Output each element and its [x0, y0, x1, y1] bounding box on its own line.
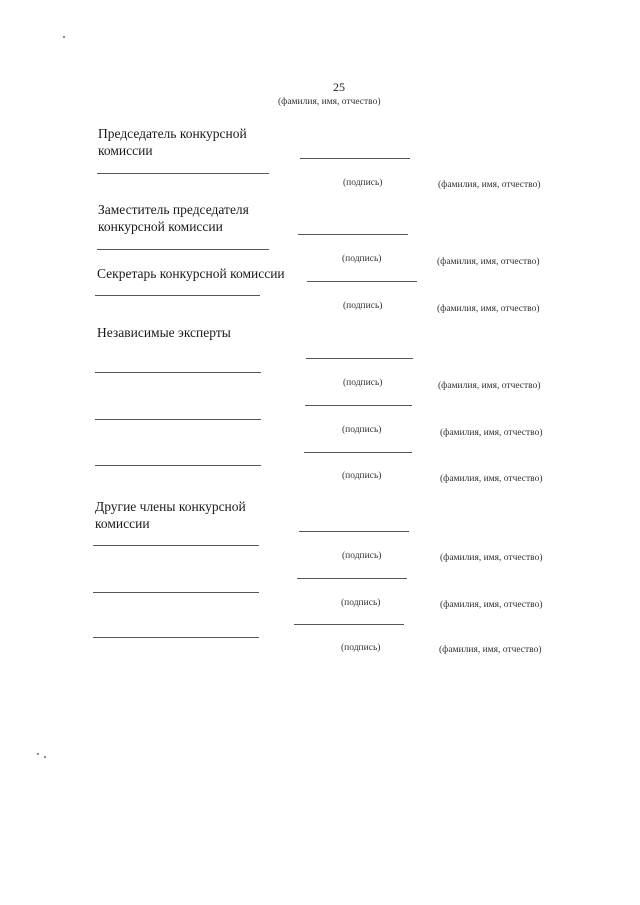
expert1-signature-line — [306, 358, 413, 359]
other-members-label-line1: Другие члены конкурсной — [95, 499, 246, 514]
expert1-fullname-caption: (фамилия, имя, отчество) — [438, 381, 541, 391]
deputy-label — [98, 201, 249, 235]
member3-name-line — [93, 637, 259, 638]
member1-name-line — [93, 545, 259, 546]
scan-speck — [63, 36, 65, 38]
member3-fullname-caption: (фамилия, имя, отчество) — [439, 645, 542, 655]
chairman-label-line2: комиссии — [98, 143, 153, 158]
deputy-label-line2: конкурсной комиссии — [98, 219, 223, 234]
expert1-name-line — [95, 372, 261, 373]
scan-speck — [37, 753, 39, 755]
header-caption: (фамилия, имя, отчество) — [278, 97, 381, 107]
chairman-signature-line — [300, 158, 410, 159]
secretary-signature-line — [307, 281, 417, 282]
member2-name-line — [93, 592, 259, 593]
chairman-label — [98, 125, 247, 159]
expert1-signature-caption: (подпись) — [343, 378, 383, 388]
member1-signature-line — [299, 531, 409, 532]
expert3-fullname-caption: (фамилия, имя, отчество) — [440, 474, 543, 484]
secretary-label: Секретарь конкурсной комиссии — [97, 266, 285, 281]
member1-fullname-caption: (фамилия, имя, отчество) — [440, 553, 543, 563]
expert2-name-line — [95, 419, 261, 420]
deputy-fullname-caption: (фамилия, имя, отчество) — [437, 257, 540, 267]
expert3-signature-caption: (подпись) — [342, 471, 382, 481]
secretary-signature-caption: (подпись) — [343, 301, 383, 311]
member1-signature-caption: (подпись) — [342, 551, 382, 561]
experts-label: Независимые эксперты — [97, 325, 231, 340]
member2-signature-line — [297, 578, 407, 579]
chairman-label-line1: Председатель конкурсной — [98, 126, 247, 141]
page-number: 25 — [333, 80, 345, 94]
expert3-name-line — [95, 465, 261, 466]
scan-speck — [44, 756, 46, 758]
expert2-fullname-caption: (фамилия, имя, отчество) — [440, 428, 543, 438]
other-members-label-line2: комиссии — [95, 516, 150, 531]
deputy-name-line — [97, 249, 269, 250]
deputy-label-line1: Заместитель председателя — [98, 202, 249, 217]
member3-signature-caption: (подпись) — [341, 643, 381, 653]
secretary-fullname-caption: (фамилия, имя, отчество) — [437, 304, 540, 314]
chairman-name-line — [97, 173, 269, 174]
expert2-signature-caption: (подпись) — [342, 425, 382, 435]
member3-signature-line — [294, 624, 404, 625]
chairman-signature-caption: (подпись) — [343, 178, 383, 188]
expert3-signature-line — [304, 452, 412, 453]
member2-fullname-caption: (фамилия, имя, отчество) — [440, 600, 543, 610]
expert2-signature-line — [305, 405, 412, 406]
other-members-label — [95, 498, 246, 532]
deputy-signature-line — [298, 234, 408, 235]
secretary-name-line — [95, 295, 260, 296]
deputy-signature-caption: (подпись) — [342, 254, 382, 264]
chairman-fullname-caption: (фамилия, имя, отчество) — [438, 180, 541, 190]
member2-signature-caption: (подпись) — [341, 598, 381, 608]
